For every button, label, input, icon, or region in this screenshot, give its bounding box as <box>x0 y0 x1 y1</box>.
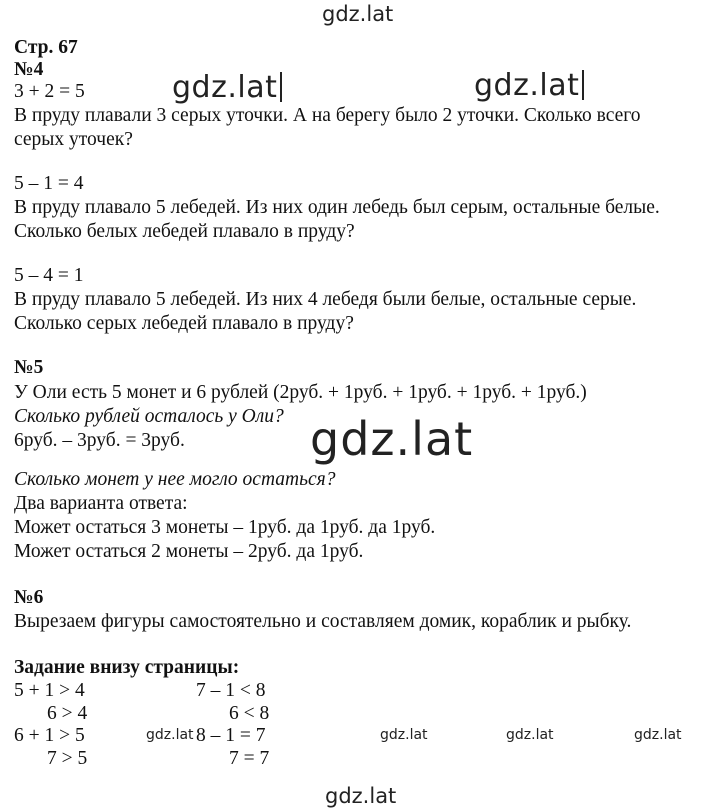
comparison-left-2: 6 + 1 > 5 <box>14 725 85 746</box>
bottom-task-heading: Задание внизу страницы: <box>14 657 240 678</box>
task4-text-2b: Сколько белых лебедей плавало в пруду? <box>14 221 355 242</box>
task5-heading: №5 <box>14 357 44 378</box>
task5-answer-2-option-1: Может остаться 3 монеты – 1руб. да 1руб. да 1руб. <box>14 517 436 538</box>
task5-question-2: Сколько монет у нее могло остаться? <box>14 469 336 490</box>
task4-text-3a: В пруду плавало 5 лебедей. Из них 4 лебедя были белые, остальные серые. <box>14 289 637 310</box>
task4-text-3b: Сколько серых лебедей плавало в пруду? <box>14 313 354 334</box>
comparison-right-1-result: 6 < 8 <box>229 703 270 724</box>
watermark-bottom: gdz.lat <box>325 784 397 808</box>
watermark-small-3: gdz.lat <box>506 727 554 743</box>
comparison-right-2-result: 7 = 7 <box>229 748 270 769</box>
watermark-small-2: gdz.lat <box>380 727 428 743</box>
task4-text-2a: В пруду плавало 5 лебедей. Из них один лебедь был серым, остальные белые. <box>14 197 660 218</box>
task6-heading: №6 <box>14 587 44 608</box>
watermark-huge: gdz.lat <box>310 412 474 466</box>
task5-answer-1: 6руб. – 3руб. = 3руб. <box>14 430 185 451</box>
comparison-left-1-result: 6 > 4 <box>47 703 88 724</box>
task4-equation-1: 3 + 2 = 5 <box>14 81 85 102</box>
watermark-small-4: gdz.lat <box>634 727 682 743</box>
comparison-left-2-result: 7 > 5 <box>47 748 88 769</box>
task4-heading: №4 <box>14 59 44 80</box>
comparison-left-1: 5 + 1 > 4 <box>14 680 85 701</box>
task5-condition: У Оли есть 5 монет и 6 рублей (2руб. + 1руб. + 1руб. + 1руб. + 1руб.) <box>14 382 587 403</box>
task5-answer-2-intro: Два варианта ответа: <box>14 493 188 514</box>
task5-question-1: Сколько рублей осталось у Оли? <box>14 406 284 427</box>
task4-text-1a: В пруду плавали 3 серых уточки. А на берегу было 2 уточки. Сколько всего <box>14 105 641 126</box>
task4-text-1b: серых уточек? <box>14 129 133 150</box>
watermark-big-left: gdz.lat <box>172 70 282 105</box>
watermark-small-1: gdz.lat <box>146 727 194 743</box>
task4-equation-3: 5 – 4 = 1 <box>14 265 84 286</box>
watermark-top: gdz.lat <box>322 2 394 26</box>
task5-answer-2-option-2: Может остаться 2 монеты – 2руб. да 1руб. <box>14 541 364 562</box>
page-reference: Стр. 67 <box>14 37 78 58</box>
comparison-right-2: 8 – 1 = 7 <box>196 725 266 746</box>
comparison-right-1: 7 – 1 < 8 <box>196 680 266 701</box>
watermark-big-right: gdz.lat <box>474 68 584 103</box>
task4-equation-2: 5 – 1 = 4 <box>14 173 84 194</box>
task6-text: Вырезаем фигуры самостоятельно и составляем домик, кораблик и рыбку. <box>14 611 632 632</box>
